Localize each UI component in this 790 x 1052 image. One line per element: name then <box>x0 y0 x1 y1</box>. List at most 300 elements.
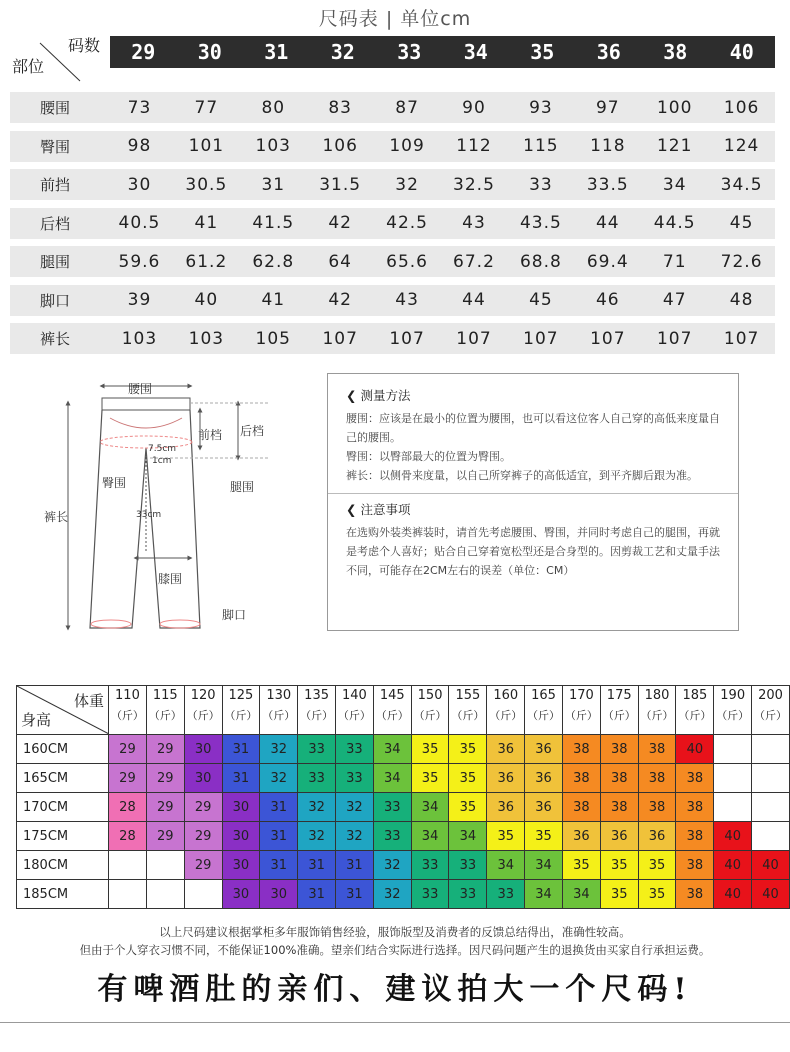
size-cell: 107 <box>590 328 626 349</box>
size-recommendation-cell: 30 <box>260 880 298 909</box>
weight-value: 135 <box>304 688 329 703</box>
size-recommendation-cell: 29 <box>146 764 184 793</box>
method-line-waist: 腰围：应该是在最小的位置为腰围，也可以看这位客人自己穿的高低来度量自己的腰围。 <box>346 412 720 444</box>
weight-header-cell <box>146 686 184 735</box>
weight-header-cell <box>109 686 147 735</box>
size-recommendation-cell <box>146 880 184 909</box>
size-header-cell: 36 <box>596 40 621 64</box>
size-cell: 107 <box>322 328 358 349</box>
size-header-cell: 34 <box>463 40 488 64</box>
size-cell: 124 <box>723 136 760 156</box>
size-cell: 42 <box>328 213 352 233</box>
weight-unit: （斤） <box>148 709 182 722</box>
weight-value: 140 <box>342 688 367 703</box>
weight-value: 115 <box>152 688 178 703</box>
size-cell: 47 <box>662 290 687 310</box>
weight-header-cell <box>411 686 449 735</box>
size-cell: 43 <box>395 290 419 310</box>
weight-header-cell <box>373 686 411 735</box>
waist-label: 腰围 <box>128 382 153 396</box>
size-cell: 103 <box>255 136 291 156</box>
size-cell: 68.8 <box>519 251 562 272</box>
size-recommendation-cell: 29 <box>146 793 184 822</box>
size-recommendation-cell: 31 <box>260 822 298 851</box>
size-recommendation-cell: 33 <box>336 764 374 793</box>
size-recommendation-cell: 29 <box>146 822 184 851</box>
pants-outline <box>40 378 290 638</box>
size-recommendation-cell: 35 <box>600 851 638 880</box>
weight-unit: （斤） <box>489 709 523 722</box>
weight-value: 145 <box>379 688 405 703</box>
size-recommendation-cell: 38 <box>600 793 638 822</box>
size-recommendation-cell: 31 <box>336 851 374 880</box>
weight-header-cell <box>525 686 563 735</box>
size-recommendation-cell: 31 <box>260 793 298 822</box>
size-recommendation-cell: 35 <box>449 764 487 793</box>
size-row <box>10 131 775 162</box>
size-recommendation-cell: 32 <box>298 822 336 851</box>
method-line-hip: 臀围：以臀部最大的位置为臀围。 <box>346 450 511 463</box>
weight-height-table <box>16 685 790 909</box>
note-text: 在选购外装类裤装时，请首先考虑腰围、臀围，并同时考虑自己的腿围，再就是考虑个人喜好；贴合自己穿着宽松型还是合身型的。因剪裁工艺和丈量手法不同，可能存在2CM左右的误差（单位：CM） <box>346 526 720 577</box>
size-recommendation-cell: 32 <box>373 851 411 880</box>
size-cell: 44 <box>462 290 486 310</box>
size-recommendation-cell: 33 <box>411 851 449 880</box>
weight-value: 190 <box>720 688 746 703</box>
size-recommendation-cell: 35 <box>562 851 600 880</box>
size-recommendation-cell: 36 <box>525 764 563 793</box>
pants-diagram <box>40 378 290 638</box>
weight-value: 160 <box>493 688 519 703</box>
size-cell: 98 <box>127 136 152 156</box>
back-rise-label: 后档 <box>240 424 265 438</box>
weight-header-cell <box>562 686 600 735</box>
size-row <box>10 285 775 316</box>
size-recommendation-cell: 36 <box>638 822 676 851</box>
weight-row <box>17 793 790 822</box>
footer-note-1: 以上尺码建议根据掌柜多年服饰销售经验，服饰版型及消费者的反馈总结得出，准确性较高。 <box>159 925 631 939</box>
size-recommendation-cell: 38 <box>562 735 600 764</box>
size-recommendation-cell: 32 <box>260 735 298 764</box>
size-cell: 42.5 <box>386 213 428 233</box>
size-recommendation-cell: 31 <box>336 880 374 909</box>
size-cell: 121 <box>656 136 693 156</box>
size-recommendation-cell: 33 <box>373 793 411 822</box>
size-row <box>10 323 775 354</box>
weight-row <box>17 735 790 764</box>
size-recommendation-cell: 35 <box>638 880 676 909</box>
size-cell: 43.5 <box>519 213 562 233</box>
size-recommendation-cell: 29 <box>109 764 147 793</box>
size-cell: 45 <box>729 213 754 233</box>
size-recommendation-cell: 35 <box>638 851 676 880</box>
size-cell: 40 <box>194 290 219 310</box>
size-cell: 39 <box>127 290 152 310</box>
size-recommendation-cell: 36 <box>487 735 525 764</box>
size-header-row <box>110 36 775 68</box>
weight-unit: （斤） <box>564 709 598 722</box>
size-cell: 97 <box>595 97 620 118</box>
size-cell: 118 <box>590 136 626 156</box>
size-recommendation-cell: 36 <box>600 822 638 851</box>
size-cell: 93 <box>529 97 553 118</box>
size-row-label: 臀围 <box>40 137 71 156</box>
size-cell: 90 <box>462 97 486 118</box>
size-recommendation-cell: 34 <box>487 851 525 880</box>
size-cell: 107 <box>389 328 425 349</box>
size-header-cell: 40 <box>729 40 754 64</box>
weight-unit: （斤） <box>640 709 674 722</box>
size-cell: 77 <box>194 97 219 118</box>
cuff-label: 脚口 <box>222 608 247 622</box>
size-cell: 32 <box>395 174 419 195</box>
size-recommendation-cell: 33 <box>487 880 525 909</box>
size-cell: 67.2 <box>453 251 495 272</box>
weight-value: 120 <box>190 688 216 703</box>
size-cell: 31 <box>261 174 286 195</box>
size-recommendation-cell <box>146 851 184 880</box>
size-recommendation-cell: 30 <box>222 822 260 851</box>
measurement-method-box <box>327 373 739 631</box>
size-recommendation-cell: 34 <box>411 793 449 822</box>
size-cell: 40.5 <box>118 213 161 233</box>
size-recommendation-cell: 40 <box>752 851 790 880</box>
corner-height-label: 身高 <box>21 711 52 729</box>
size-recommendation-cell: 35 <box>600 880 638 909</box>
size-recommendation-cell: 31 <box>298 880 336 909</box>
size-cell: 41.5 <box>252 213 295 233</box>
weight-header-cell <box>260 686 298 735</box>
size-cell: 41 <box>261 290 286 310</box>
hip-label: 臀围 <box>102 476 127 490</box>
weight-value: 130 <box>266 688 292 703</box>
weight-value: 170 <box>568 688 594 703</box>
weight-unit: （斤） <box>602 709 636 722</box>
size-cell: 30 <box>127 174 152 195</box>
size-recommendation-cell: 32 <box>260 764 298 793</box>
size-recommendation-cell: 35 <box>487 822 525 851</box>
weight-header-cell <box>600 686 638 735</box>
weight-row <box>17 851 790 880</box>
size-recommendation-cell: 31 <box>298 851 336 880</box>
size-row-label: 裤长 <box>40 330 71 348</box>
size-recommendation-cell: 38 <box>676 822 714 851</box>
front-rise-label: 前档 <box>198 428 223 442</box>
size-cell: 46 <box>595 290 620 310</box>
weight-value: 155 <box>455 688 481 703</box>
size-recommendation-cell: 32 <box>298 793 336 822</box>
size-cell: 100 <box>656 97 693 118</box>
size-row <box>10 169 775 200</box>
size-recommendation-cell: 33 <box>449 880 487 909</box>
size-recommendation-cell: 36 <box>487 764 525 793</box>
size-recommendation-cell: 34 <box>449 822 487 851</box>
size-recommendation-cell: 40 <box>714 880 752 909</box>
size-recommendation-cell: 33 <box>298 735 336 764</box>
size-recommendation-cell: 36 <box>525 735 563 764</box>
corner-size-label: 码数 <box>67 36 100 55</box>
knee-label: 膝围 <box>158 572 183 586</box>
weight-header-cell <box>184 686 222 735</box>
size-row-label: 脚口 <box>40 291 71 310</box>
size-recommendation-cell: 33 <box>449 851 487 880</box>
height-label: 185CM <box>17 880 109 909</box>
size-recommendation-cell <box>109 851 147 880</box>
weight-value: 150 <box>417 688 443 703</box>
divider <box>328 493 738 494</box>
bottom-divider <box>0 1022 790 1023</box>
size-row-label: 前挡 <box>40 176 71 194</box>
size-cell: 48 <box>729 290 754 310</box>
weight-header-cell <box>676 686 714 735</box>
weight-table-corner <box>17 686 109 735</box>
method-title: ❮ 测量方法 <box>346 388 411 403</box>
size-cell: 107 <box>656 328 693 349</box>
size-cell: 106 <box>723 97 760 118</box>
size-recommendation-cell: 29 <box>184 851 222 880</box>
size-recommendation-cell: 29 <box>184 793 222 822</box>
weight-row <box>17 764 790 793</box>
height-label: 180CM <box>17 851 109 880</box>
size-header-cell: 38 <box>663 40 688 64</box>
size-cell: 112 <box>456 136 492 156</box>
size-cell: 42 <box>328 290 352 310</box>
height-label: 175CM <box>17 822 109 851</box>
weight-header-cell <box>449 686 487 735</box>
size-cell: 41 <box>194 213 219 233</box>
size-row-label: 腰围 <box>40 99 71 117</box>
size-cell: 34.5 <box>720 174 763 195</box>
size-recommendation-cell: 38 <box>600 764 638 793</box>
size-recommendation-cell: 33 <box>373 822 411 851</box>
height-label: 160CM <box>17 735 109 764</box>
weight-unit: （斤） <box>224 709 258 722</box>
weight-value: 110 <box>115 688 140 703</box>
length-label: 裤长 <box>44 510 69 524</box>
size-cell: 65.6 <box>386 251 428 272</box>
size-recommendation-cell: 40 <box>714 851 752 880</box>
height-label: 170CM <box>17 793 109 822</box>
weight-value: 175 <box>606 688 632 703</box>
size-cell: 44.5 <box>653 213 696 233</box>
thigh-label: 腿围 <box>230 480 255 494</box>
size-header-cell: 35 <box>530 40 555 64</box>
size-recommendation-cell: 34 <box>525 851 563 880</box>
size-recommendation-cell <box>752 764 790 793</box>
weight-unit: （斤） <box>262 709 296 722</box>
size-cell: 34 <box>662 174 687 195</box>
size-recommendation-cell: 29 <box>184 822 222 851</box>
size-recommendation-cell: 30 <box>222 851 260 880</box>
size-recommendation-cell <box>714 735 752 764</box>
weight-unit: （斤） <box>451 709 485 722</box>
size-recommendation-cell: 40 <box>676 735 714 764</box>
size-cell: 31.5 <box>319 174 362 195</box>
weight-header-cell <box>222 686 260 735</box>
size-recommendation-cell: 31 <box>222 764 260 793</box>
size-recommendation-cell: 38 <box>638 764 676 793</box>
size-header-cell: 32 <box>330 40 355 64</box>
size-recommendation-cell: 38 <box>638 735 676 764</box>
weight-header-cell <box>714 686 752 735</box>
size-recommendation-cell: 30 <box>184 735 222 764</box>
size-recommendation-cell: 30 <box>222 793 260 822</box>
size-cell: 59.6 <box>118 251 161 272</box>
size-cell: 103 <box>121 328 158 349</box>
weight-unit: （斤） <box>375 709 409 722</box>
weight-unit: （斤） <box>337 709 371 722</box>
size-cell: 115 <box>523 136 559 156</box>
size-cell: 71 <box>662 251 687 272</box>
size-cell: 43 <box>462 213 486 233</box>
size-recommendation-cell: 30 <box>184 764 222 793</box>
size-recommendation-cell: 32 <box>336 822 374 851</box>
weight-unit: （斤） <box>300 709 334 722</box>
weight-header-cell <box>336 686 374 735</box>
weight-unit: （斤） <box>110 709 144 722</box>
size-cell: 109 <box>389 136 425 156</box>
size-recommendation-cell: 38 <box>562 793 600 822</box>
size-cell: 107 <box>523 328 559 349</box>
footer-note-2: 但由于个人穿衣习惯不同，不能保证100%准确。望亲们结合实际进行选择。因尺码问题产生的退换货由买家自行承担运费。 <box>79 943 711 957</box>
weight-unit: （斤） <box>186 709 220 722</box>
weight-header-cell <box>638 686 676 735</box>
size-cell: 72.6 <box>720 251 763 272</box>
size-table-corner <box>10 33 106 83</box>
weight-row <box>17 880 790 909</box>
size-recommendation-cell: 33 <box>298 764 336 793</box>
size-cell: 32.5 <box>453 174 495 195</box>
size-recommendation-cell: 28 <box>109 793 147 822</box>
weight-header-cell <box>298 686 336 735</box>
size-recommendation-cell: 32 <box>336 793 374 822</box>
note-title: ❮ 注意事项 <box>346 502 411 517</box>
size-recommendation-cell: 29 <box>146 735 184 764</box>
size-recommendation-cell: 36 <box>562 822 600 851</box>
size-recommendation-cell: 28 <box>109 822 147 851</box>
size-cell: 80 <box>261 97 286 118</box>
size-cell: 64 <box>328 251 352 272</box>
size-recommendation-cell: 31 <box>222 735 260 764</box>
size-recommendation-cell: 33 <box>411 880 449 909</box>
size-recommendation-cell: 38 <box>676 793 714 822</box>
size-row <box>10 208 775 239</box>
size-recommendation-cell: 38 <box>600 735 638 764</box>
size-cell: 106 <box>322 136 358 156</box>
method-line-length: 裤长：以侧骨来度量，以自己所穿裤子的高低适宜，到平齐脚后跟为准。 <box>346 469 698 482</box>
size-recommendation-cell: 35 <box>449 793 487 822</box>
size-recommendation-cell <box>109 880 147 909</box>
size-recommendation-cell: 32 <box>373 880 411 909</box>
size-recommendation-cell: 36 <box>487 793 525 822</box>
size-cell: 103 <box>188 328 225 349</box>
weight-value: 180 <box>644 688 670 703</box>
corner-part-label: 部位 <box>12 57 45 76</box>
size-cell: 87 <box>395 97 419 118</box>
size-recommendation-cell: 29 <box>109 735 147 764</box>
size-recommendation-cell: 40 <box>714 822 752 851</box>
size-cell: 73 <box>127 97 152 118</box>
size-header-cell: 33 <box>397 40 422 64</box>
weight-value: 200 <box>758 688 783 703</box>
size-recommendation-cell <box>752 822 790 851</box>
weight-value: 165 <box>531 688 556 703</box>
size-header-cell: 29 <box>131 40 156 64</box>
size-recommendation-cell: 33 <box>336 735 374 764</box>
size-row-label: 后档 <box>40 214 71 233</box>
weight-unit: （斤） <box>716 709 750 722</box>
size-recommendation-cell: 35 <box>411 735 449 764</box>
size-recommendation-cell: 38 <box>676 880 714 909</box>
size-recommendation-cell <box>714 793 752 822</box>
weight-unit: （斤） <box>413 709 447 722</box>
weight-header-cell <box>752 686 790 735</box>
weight-value: 185 <box>682 688 708 703</box>
slogan: 有啤酒肚的亲们、建议拍大一个尺码! <box>97 972 693 1007</box>
size-recommendation-cell: 35 <box>411 764 449 793</box>
size-cell: 61.2 <box>185 251 228 272</box>
page-title: 尺码表 | 单位cm <box>318 8 472 30</box>
size-recommendation-cell: 38 <box>676 851 714 880</box>
size-cell: 107 <box>456 328 492 349</box>
measure-1: 1cm <box>152 456 172 466</box>
size-row <box>10 246 775 277</box>
weight-unit: （斤） <box>754 709 788 722</box>
size-recommendation-cell <box>752 735 790 764</box>
weight-unit: （斤） <box>678 709 712 722</box>
size-recommendation-cell: 34 <box>411 822 449 851</box>
weight-row <box>17 822 790 851</box>
size-cell: 33.5 <box>586 174 629 195</box>
measure-33: 33cm <box>136 510 162 520</box>
size-header-cell: 30 <box>197 40 222 64</box>
size-header-cell: 31 <box>264 40 289 64</box>
size-recommendation-cell <box>184 880 222 909</box>
size-recommendation-cell: 40 <box>752 880 790 909</box>
size-cell: 33 <box>529 174 553 195</box>
weight-unit: （斤） <box>527 709 561 722</box>
size-cell: 45 <box>529 290 553 310</box>
size-cell: 44 <box>595 213 620 233</box>
size-recommendation-cell: 35 <box>525 822 563 851</box>
size-row-label: 腿围 <box>40 253 71 271</box>
size-recommendation-cell: 36 <box>525 793 563 822</box>
size-recommendation-cell: 34 <box>562 880 600 909</box>
weight-value: 125 <box>228 688 254 703</box>
measure-7-5: 7.5cm <box>148 444 177 454</box>
size-recommendation-cell <box>714 764 752 793</box>
size-recommendation-cell: 34 <box>373 764 411 793</box>
height-label: 165CM <box>17 764 109 793</box>
size-recommendation-cell: 34 <box>373 735 411 764</box>
size-recommendation-cell <box>752 793 790 822</box>
size-recommendation-cell: 38 <box>676 764 714 793</box>
size-row <box>10 92 775 123</box>
size-cell: 107 <box>723 328 760 349</box>
size-recommendation-cell: 31 <box>260 851 298 880</box>
size-recommendation-cell: 38 <box>638 793 676 822</box>
size-cell: 101 <box>188 136 225 156</box>
size-cell: 62.8 <box>252 251 295 272</box>
size-recommendation-cell: 34 <box>525 880 563 909</box>
corner-weight-label: 体重 <box>74 692 105 710</box>
weight-header-cell <box>487 686 525 735</box>
size-recommendation-cell: 38 <box>562 764 600 793</box>
size-recommendation-cell: 30 <box>222 880 260 909</box>
size-recommendation-cell: 35 <box>449 735 487 764</box>
size-cell: 105 <box>255 328 291 349</box>
size-cell: 69.4 <box>586 251 629 272</box>
